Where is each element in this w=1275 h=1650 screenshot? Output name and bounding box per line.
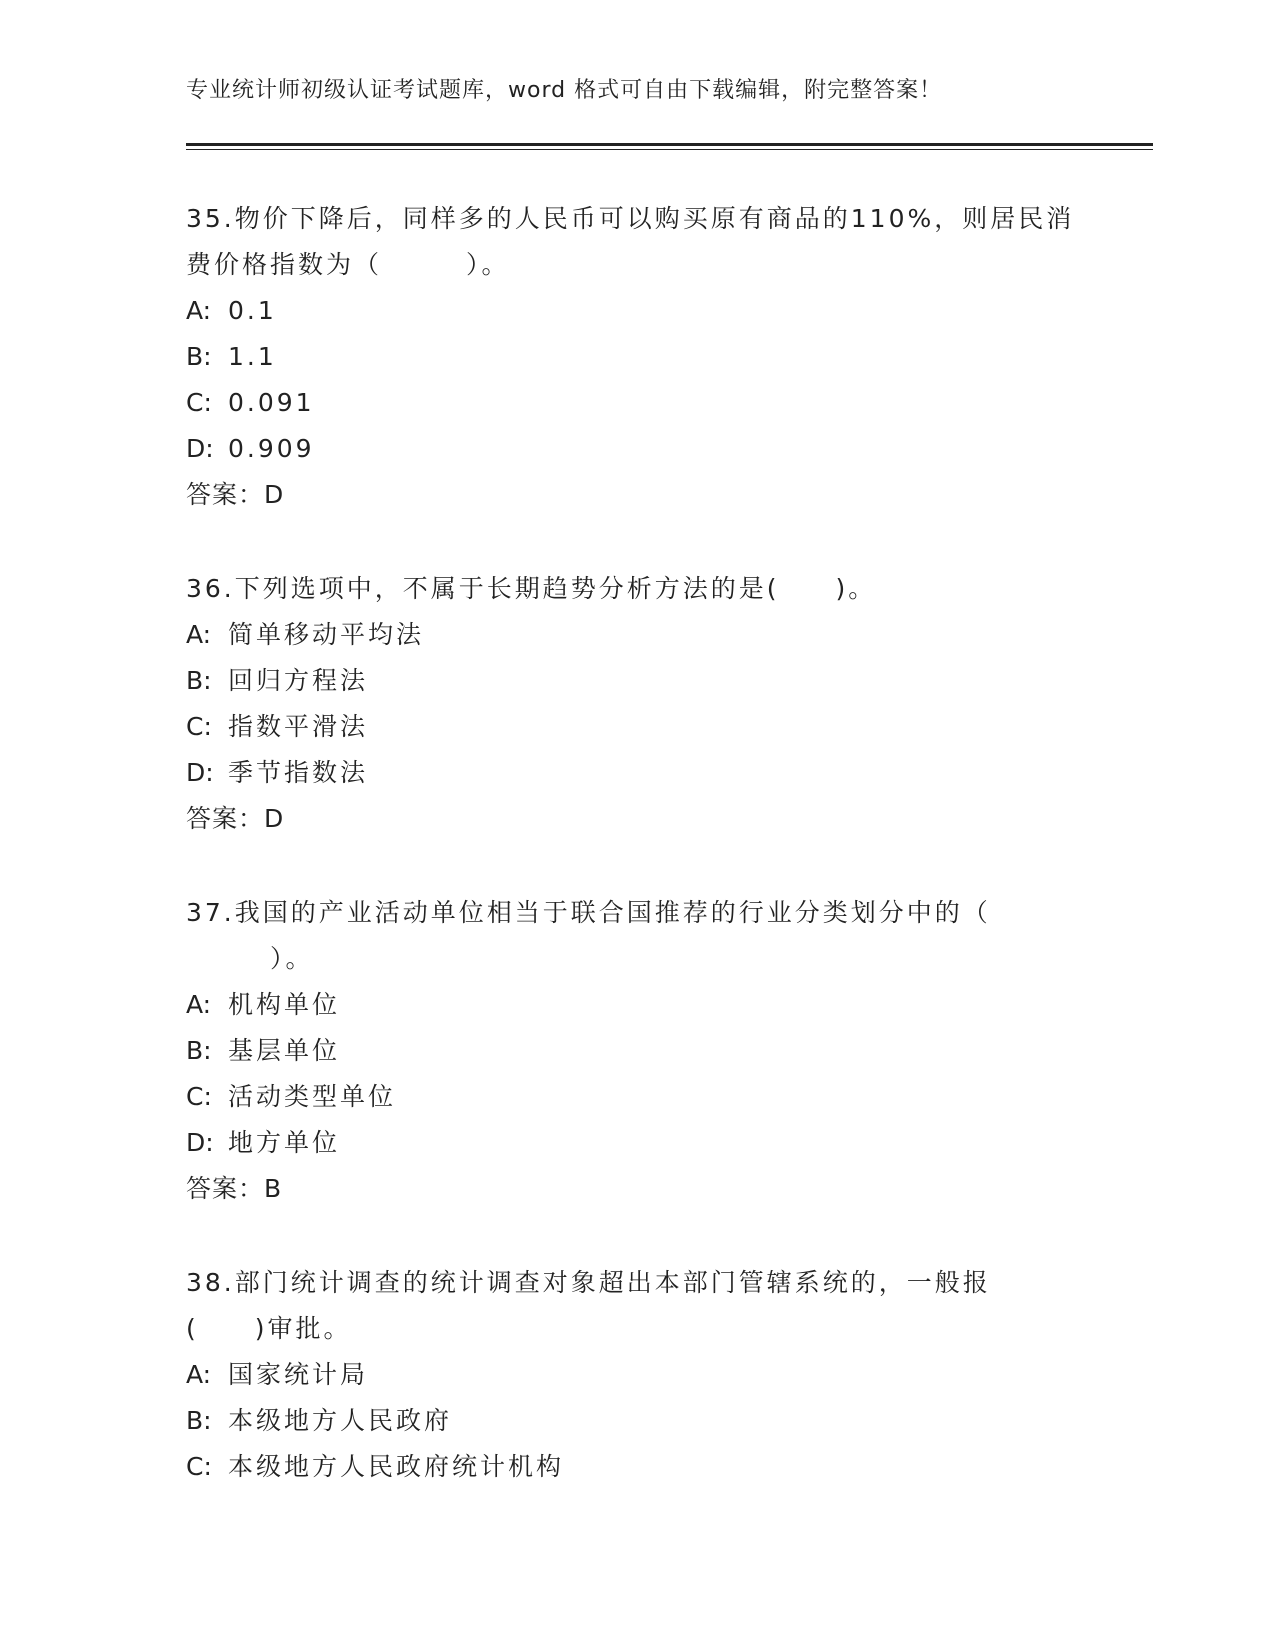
option-d: D: 季节指数法 [186, 758, 369, 787]
page-header: 专业统计师初级认证考试题库，word 格式可自由下载编辑，附完整答案！ [186, 78, 943, 103]
option-a: A: 简单移动平均法 [186, 620, 425, 649]
answer: 答案：D [186, 480, 284, 509]
question-38 [186, 1260, 1086, 1490]
question-stem: 38.部门统计调查的统计调查对象超出本部门管辖系统的，一般报 [186, 1268, 991, 1297]
question-35 [186, 196, 1086, 518]
question-stem: ( )审批。 [186, 1314, 352, 1343]
option-b: B: 1.1 [186, 342, 277, 371]
option-b: B: 回归方程法 [186, 666, 369, 695]
question-stem: 37.我国的产业活动单位相当于联合国推荐的行业分类划分中的（ [186, 898, 991, 927]
option-c: C: 活动类型单位 [186, 1082, 397, 1111]
option-b: B: 基层单位 [186, 1036, 341, 1065]
option-b: B: 本级地方人民政府 [186, 1406, 453, 1435]
question-stem: ）。 [186, 944, 314, 973]
option-c: C: 本级地方人民政府统计机构 [186, 1452, 565, 1481]
answer: 答案：B [186, 1174, 282, 1203]
option-d: D: 0.909 [186, 434, 315, 463]
question-stem: 费价格指数为（ ）。 [186, 250, 510, 279]
option-c: C: 指数平滑法 [186, 712, 369, 741]
option-a: A: 机构单位 [186, 990, 341, 1019]
option-d: D: 地方单位 [186, 1128, 341, 1157]
header-rule-thin [186, 149, 1153, 150]
option-a: A: 0.1 [186, 296, 277, 325]
option-c: C: 0.091 [186, 388, 315, 417]
question-37 [186, 890, 1086, 1212]
question-stem: 35.物价下降后，同样多的人民币可以购买原有商品的110%，则居民消 [186, 204, 1075, 233]
answer: 答案：D [186, 804, 284, 833]
header-rule-thick [186, 143, 1153, 146]
question-stem: 36.下列选项中，不属于长期趋势分析方法的是( )。 [186, 574, 877, 603]
option-a: A: 国家统计局 [186, 1360, 369, 1389]
question-36 [186, 566, 1086, 842]
